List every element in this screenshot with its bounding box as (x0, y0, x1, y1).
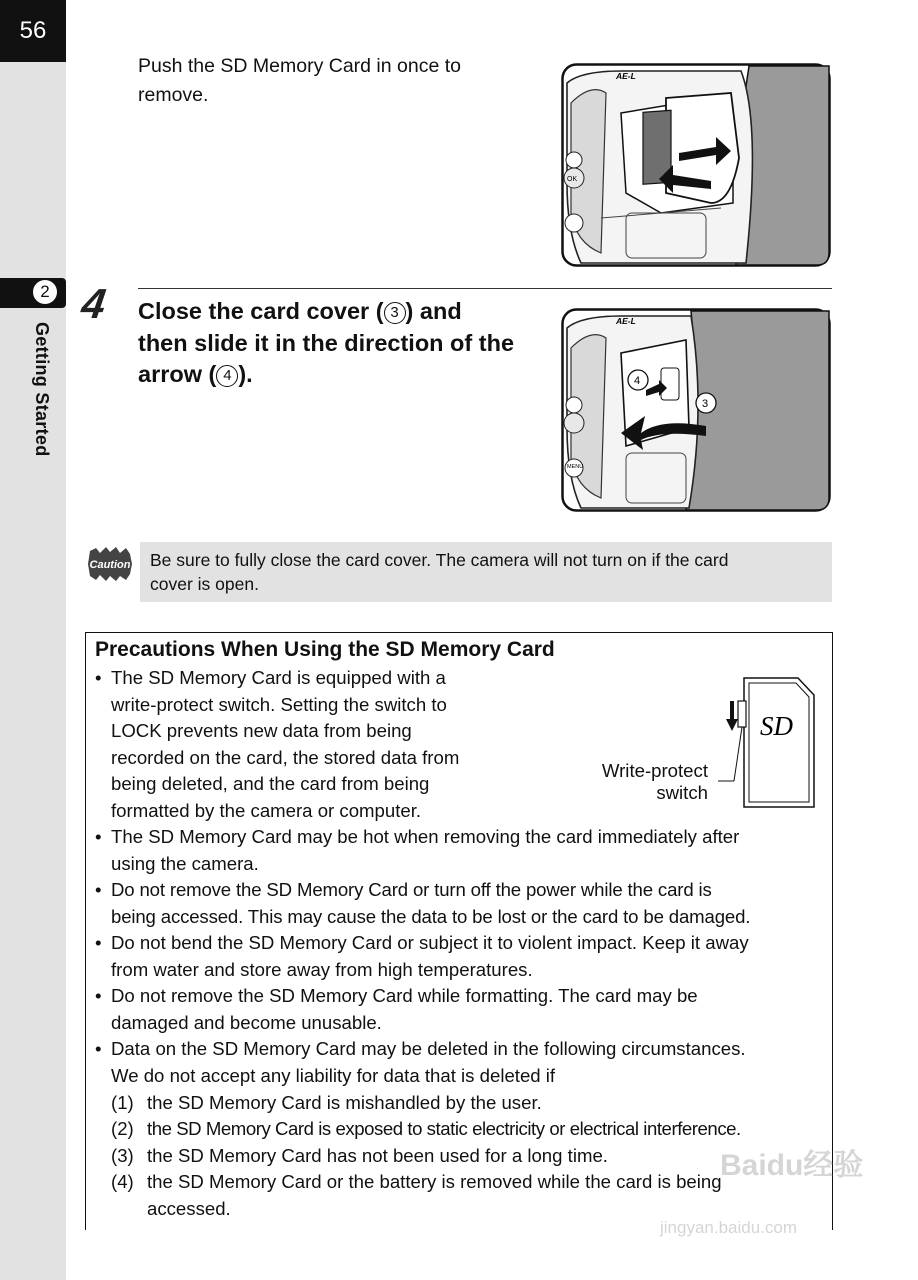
precaution-item-6-text (111, 1036, 746, 1089)
caution-icon (86, 545, 134, 583)
step-number: 4 (78, 280, 109, 327)
watermark-url: jingyan.baidu.com (660, 1218, 798, 1237)
precaution-item-2-text (111, 824, 739, 877)
menu-button-label: MENU (567, 464, 584, 470)
bullet: • (95, 1038, 102, 1059)
item1-line: being deleted, and the card from being (111, 773, 430, 794)
sub-item-number: (2) (111, 1118, 134, 1139)
chapter-title: Getting Started (32, 322, 52, 457)
item1-line: formatted by the camera or computer. (111, 799, 422, 821)
item6-line: We do not accept any liability for data that is deleted if (111, 1064, 556, 1086)
item1-line: The SD Memory Card is equipped with a (111, 667, 446, 688)
item1-line: write-protect switch. Setting the switch to (111, 693, 447, 715)
item4-line: Do not bend the SD Memory Card or subject it to violent impact. Keep it away (111, 932, 749, 953)
write-protect-label-line-2: switch (656, 782, 708, 803)
ael-label-2: AE-L (616, 316, 636, 326)
step-line-3b: ). (238, 361, 253, 387)
precaution-item-5-text (111, 983, 698, 1036)
step-line-1a: Close the card cover ( (138, 298, 384, 324)
camera-card-cover-illustration (561, 308, 831, 512)
chapter-sidebar (0, 0, 66, 1280)
intro-paragraph (138, 52, 528, 110)
item3-line: being accessed. This may cause the data to be lost or the card to be damaged. (111, 905, 751, 927)
item4-line: from water and store away from high temperatures. (111, 958, 533, 980)
callout-4: 4 (634, 375, 641, 387)
item2-line: using the camera. (111, 852, 259, 874)
intro-line-1: Push the SD Memory Card in once to (138, 55, 461, 77)
sub-item-text: the SD Memory Card is mishandled by the user. (147, 1092, 542, 1113)
watermark-brand: Baidu经验 (720, 1149, 864, 1182)
item3-line: Do not remove the SD Memory Card or turn off the power while the card is (111, 879, 712, 900)
sd-logo: SD (760, 711, 793, 741)
bullet: • (95, 932, 102, 953)
caution-note (140, 542, 832, 602)
ael-label-1: AE-L (616, 71, 636, 81)
precautions-title: Precautions When Using the SD Memory Card (95, 638, 555, 661)
sub-item-number: (1) (111, 1092, 134, 1113)
item1-line: LOCK prevents new data from being (111, 720, 412, 741)
page-number: 56 (0, 0, 66, 62)
caution-line-2: cover is open. (150, 574, 259, 594)
bullet: • (95, 985, 102, 1006)
write-protect-label (556, 760, 708, 804)
sub-item-number: (4) (111, 1171, 134, 1192)
sub-item-text: the SD Memory Card has not been used for a long time. (147, 1145, 608, 1166)
step-line-2: then slide it in the direction of the (138, 329, 515, 356)
sub-item-4-continued: accessed. (147, 1198, 231, 1219)
step-line-1b: ) and (405, 298, 462, 324)
chapter-number: 2 (33, 280, 57, 304)
item2-line: The SD Memory Card may be hot when removing the card immediately after (111, 826, 740, 847)
camera-card-removal-illustration (561, 63, 831, 267)
precaution-item-3-text (111, 877, 750, 930)
step-line-3 (138, 359, 538, 391)
precaution-item-1-text (111, 665, 459, 824)
write-protect-label-line-1: Write-protect (601, 760, 708, 781)
callout-3: 3 (702, 398, 709, 410)
item5-line: Do not remove the SD Memory Card while formatting. The card may be (111, 985, 698, 1006)
intro-line-2: remove. (138, 84, 209, 106)
ok-button-label-1: OK (567, 176, 578, 183)
step-line-1 (138, 296, 538, 328)
caution-icon-text: Caution (89, 559, 131, 571)
baidu-watermark (650, 1140, 870, 1250)
step-line-3a: arrow ( (138, 361, 217, 387)
caution-line-1: Be sure to fully close the card cover. The camera will not turn on if the card (150, 550, 729, 570)
item6-line: Data on the SD Memory Card may be deleted in the following circumstances. (111, 1038, 746, 1059)
item1-line: recorded on the card, the stored data from (111, 746, 460, 768)
bullet: • (95, 667, 102, 688)
sub-item-text: the SD Memory Card is exposed to static electricity or electrical interference. (147, 1118, 741, 1139)
sub-item-number: (3) (111, 1145, 134, 1166)
circled-3: 3 (384, 302, 406, 324)
step-instruction (138, 296, 538, 391)
item5-line: damaged and become unusable. (111, 1011, 382, 1033)
bullet: • (95, 826, 102, 847)
bullet: • (95, 879, 102, 900)
circled-4: 4 (216, 365, 238, 387)
step-divider (138, 288, 832, 289)
precaution-item-4-text (111, 930, 749, 983)
sd-card-diagram (718, 675, 818, 810)
sub-item-text: the SD Memory Card or the battery is removed while the card is being (147, 1171, 722, 1192)
